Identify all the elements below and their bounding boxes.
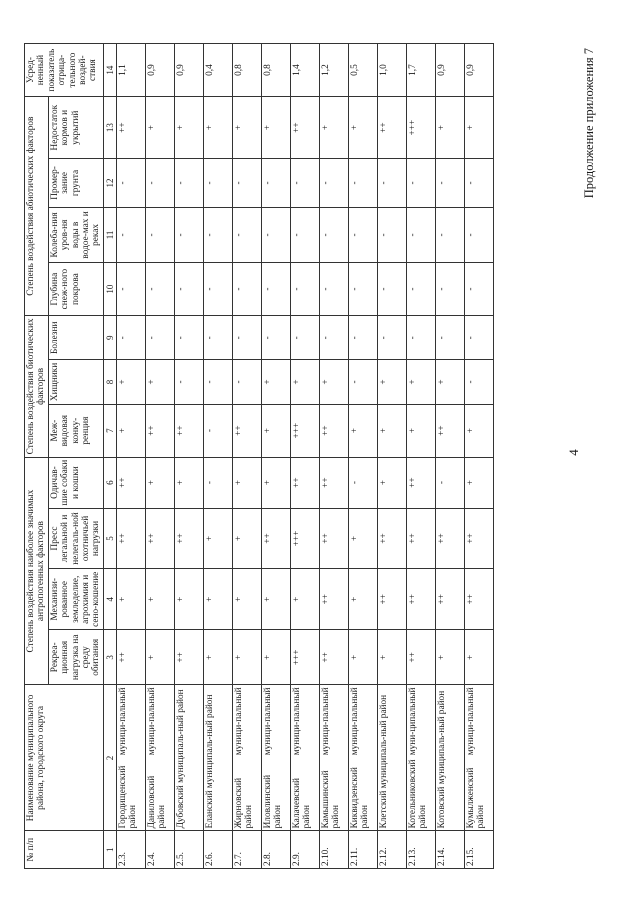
row-number: 2.7. — [232, 831, 261, 869]
impact-mark: - — [116, 207, 145, 262]
column-number-cell: 2 — [103, 685, 116, 831]
impact-mark: - — [406, 263, 435, 316]
impact-mark: ++ — [319, 404, 348, 457]
impact-mark: - — [406, 207, 435, 262]
impact-mark: + — [261, 404, 290, 457]
impact-mark: - — [348, 360, 377, 404]
impact-mark: ++ — [435, 508, 464, 569]
impact-mark: - — [464, 159, 493, 208]
impact-mark: + — [203, 508, 232, 569]
impact-mark: + — [174, 457, 203, 508]
impact-mark: + — [319, 360, 348, 404]
impact-mark: + — [203, 569, 232, 630]
district-name: Еланский муниципаль-ный район — [203, 685, 232, 831]
table-row — [261, 44, 290, 869]
average-value: 0,9 — [464, 44, 493, 97]
header-group-abiotic: Степень воздействия абиотических факторов — [25, 97, 49, 316]
average-value: 0,9 — [174, 44, 203, 97]
header-col-water-level: Колеба-ния уров-ня воды в водое-мах и реках — [48, 207, 103, 262]
header-col-hunting: Пресс легальной и нелегаль-ной охотничьей нагрузки — [48, 508, 103, 569]
impact-mark: - — [435, 457, 464, 508]
impact-mark: + — [464, 457, 493, 508]
average-value: 1,0 — [377, 44, 406, 97]
impact-mark: + — [261, 630, 290, 685]
impact-mark: - — [261, 159, 290, 208]
impact-mark: ++ — [406, 630, 435, 685]
impact-mark: ++ — [174, 630, 203, 685]
district-name: Котовский муниципаль-ный район — [435, 685, 464, 831]
column-number-cell: 12 — [103, 159, 116, 208]
column-number-cell: 9 — [103, 316, 116, 360]
impact-mark: ++ — [377, 508, 406, 569]
impact-mark: + — [435, 97, 464, 159]
impact-mark: + — [290, 569, 319, 630]
header-col-competition: Меж-видовая конку-ренция — [48, 404, 103, 457]
impact-mark: - — [232, 263, 261, 316]
impact-mark: +++ — [290, 404, 319, 457]
table-row — [464, 44, 493, 869]
impact-mark: - — [203, 263, 232, 316]
impact-mark: ++ — [145, 404, 174, 457]
impact-mark: - — [232, 316, 261, 360]
column-number-cell: 1 — [103, 831, 116, 869]
table-row — [406, 44, 435, 869]
average-value: 1,2 — [319, 44, 348, 97]
impact-mark: ++ — [232, 404, 261, 457]
impact-mark: + — [174, 97, 203, 159]
table-row — [290, 44, 319, 869]
table-row — [203, 44, 232, 869]
impact-mark: + — [377, 457, 406, 508]
row-number: 2.15. — [464, 831, 493, 869]
header-col-snow-depth: Глубина снеж-ного покрова — [48, 263, 103, 316]
impact-mark: - — [348, 159, 377, 208]
row-number: 2.8. — [261, 831, 290, 869]
impact-mark: ++ — [464, 508, 493, 569]
table-row — [435, 44, 464, 869]
header-col-recreation: Рекреа-ционная нагрузка на среду обитания — [48, 630, 103, 685]
average-value: 0,4 — [203, 44, 232, 97]
impact-mark: - — [116, 159, 145, 208]
impact-mark: - — [290, 263, 319, 316]
continuation-label: Продолжение приложения 7 — [582, 48, 596, 199]
impact-mark: + — [435, 360, 464, 404]
impact-mark: ++ — [174, 508, 203, 569]
impact-mark: + — [261, 360, 290, 404]
impact-mark: + — [348, 404, 377, 457]
impact-table — [24, 43, 494, 869]
impact-mark: ++ — [435, 404, 464, 457]
impact-mark: - — [319, 316, 348, 360]
row-number: 2.6. — [203, 831, 232, 869]
impact-mark: - — [145, 263, 174, 316]
impact-mark: - — [464, 207, 493, 262]
impact-mark: ++ — [319, 569, 348, 630]
impact-mark: - — [203, 159, 232, 208]
impact-mark: + — [464, 630, 493, 685]
header-col-predators: Хищники — [48, 360, 103, 404]
impact-mark: - — [145, 316, 174, 360]
table-body — [116, 44, 493, 869]
header-no: № п/п — [25, 831, 104, 869]
column-number-cell: 3 — [103, 630, 116, 685]
header-col-agriculture: Механизи-рованное земледелие, агрохимия и сено-кошение — [48, 569, 103, 630]
impact-mark: - — [406, 316, 435, 360]
impact-mark: - — [232, 360, 261, 404]
table-row — [174, 44, 203, 869]
impact-mark: - — [261, 263, 290, 316]
impact-mark: + — [377, 404, 406, 457]
impact-mark: + — [348, 630, 377, 685]
column-number-cell: 7 — [103, 404, 116, 457]
impact-mark: +++ — [290, 630, 319, 685]
impact-mark: - — [435, 159, 464, 208]
impact-mark: - — [377, 207, 406, 262]
column-number-cell: 6 — [103, 457, 116, 508]
impact-mark: ++ — [319, 630, 348, 685]
impact-mark: ++ — [377, 569, 406, 630]
impact-mark: +++ — [406, 97, 435, 159]
impact-mark: ++ — [116, 457, 145, 508]
impact-mark: ++ — [116, 508, 145, 569]
impact-mark: - — [348, 457, 377, 508]
impact-mark: + — [464, 404, 493, 457]
row-number: 2.13. — [406, 831, 435, 869]
impact-mark: + — [232, 569, 261, 630]
row-number: 2.12. — [377, 831, 406, 869]
district-name: Иловлинский муници-пальный район — [261, 685, 290, 831]
impact-mark: ++ — [406, 457, 435, 508]
impact-mark: - — [435, 263, 464, 316]
column-number-cell: 13 — [103, 97, 116, 159]
impact-mark: - — [290, 159, 319, 208]
average-value: 1,1 — [116, 44, 145, 97]
average-value: 0,8 — [232, 44, 261, 97]
impact-mark: ++ — [406, 508, 435, 569]
impact-mark: - — [203, 207, 232, 262]
impact-mark: - — [290, 316, 319, 360]
header-group-anthropogenic: Степень воздействия наиболее значимых антропогенных факторов — [25, 457, 49, 685]
header-group-biotic: Степень воздействия биотических факторов — [25, 316, 49, 458]
impact-mark: ++ — [290, 97, 319, 159]
header-row-groups — [25, 44, 49, 869]
impact-mark: - — [435, 316, 464, 360]
district-name: Городищенский муници-пальный район — [116, 685, 145, 831]
table-row — [348, 44, 377, 869]
impact-mark: + — [145, 360, 174, 404]
impact-mark: + — [348, 97, 377, 159]
impact-mark: + — [377, 630, 406, 685]
impact-mark: - — [174, 263, 203, 316]
table-row — [319, 44, 348, 869]
impact-mark: - — [348, 207, 377, 262]
impact-mark: - — [348, 263, 377, 316]
impact-mark: ++ — [464, 569, 493, 630]
impact-mark: + — [145, 630, 174, 685]
header-col-food-shortage: Недостаток кормов и укрытий — [48, 97, 103, 159]
impact-mark: - — [377, 316, 406, 360]
column-number-cell: 5 — [103, 508, 116, 569]
district-name: Клетский муниципаль-ный район — [377, 685, 406, 831]
impact-mark: ++ — [174, 404, 203, 457]
impact-mark: - — [145, 159, 174, 208]
column-number-cell: 4 — [103, 569, 116, 630]
impact-mark: + — [232, 457, 261, 508]
row-number: 2.4. — [145, 831, 174, 869]
impact-mark: ++ — [145, 508, 174, 569]
column-number-cell: 14 — [103, 44, 116, 97]
impact-mark: - — [174, 360, 203, 404]
impact-mark: + — [116, 569, 145, 630]
impact-mark: - — [319, 159, 348, 208]
impact-mark: - — [203, 360, 232, 404]
row-number: 2.9. — [290, 831, 319, 869]
district-name: Калачевский муници-пальный район — [290, 685, 319, 831]
impact-mark: - — [377, 263, 406, 316]
impact-mark: + — [290, 360, 319, 404]
impact-mark: + — [348, 569, 377, 630]
impact-mark: + — [232, 630, 261, 685]
impact-mark: ++ — [319, 508, 348, 569]
table-row — [145, 44, 174, 869]
impact-mark: - — [232, 159, 261, 208]
impact-mark: + — [116, 360, 145, 404]
impact-mark: + — [232, 97, 261, 159]
impact-mark: ++ — [435, 569, 464, 630]
header-integral: Усред-ненный показатель отрица-тельного воздей-ствия — [25, 44, 104, 97]
row-number: 2.3. — [116, 831, 145, 869]
impact-mark: + — [174, 569, 203, 630]
impact-mark: - — [435, 207, 464, 262]
impact-mark: - — [174, 159, 203, 208]
impact-mark: ++ — [261, 508, 290, 569]
impact-mark: ++ — [290, 457, 319, 508]
impact-mark: + — [203, 630, 232, 685]
header-name: Наименование муниципального района, городского округа — [25, 685, 104, 831]
impact-mark: - — [116, 316, 145, 360]
impact-mark: + — [145, 97, 174, 159]
impact-mark: ++ — [116, 97, 145, 159]
district-name: Дубовский муниципаль-ный район — [174, 685, 203, 831]
impact-mark: + — [348, 508, 377, 569]
impact-mark: ++ — [377, 97, 406, 159]
impact-mark: - — [203, 404, 232, 457]
impact-mark: - — [261, 207, 290, 262]
impact-mark: + — [406, 360, 435, 404]
impact-mark: - — [261, 316, 290, 360]
column-number-cell: 10 — [103, 263, 116, 316]
impact-mark: + — [145, 457, 174, 508]
impact-mark: + — [145, 569, 174, 630]
average-value: 0,8 — [261, 44, 290, 97]
district-name: Киквидзенский муници-пальный район — [348, 685, 377, 831]
impact-mark: + — [116, 404, 145, 457]
impact-mark: - — [203, 316, 232, 360]
table-row — [116, 44, 145, 869]
district-name: Даниловский муници-пальный район — [145, 685, 174, 831]
district-name: Камышинский муници-пальный район — [319, 685, 348, 831]
column-number-cell: 8 — [103, 360, 116, 404]
impact-mark: + — [261, 97, 290, 159]
row-number: 2.5. — [174, 831, 203, 869]
header-col-soil-freezing: Промер-зание грунта — [48, 159, 103, 208]
impact-mark: - — [290, 207, 319, 262]
impact-mark: + — [377, 360, 406, 404]
impact-mark: - — [232, 207, 261, 262]
impact-mark: - — [464, 360, 493, 404]
impact-mark: +++ — [290, 508, 319, 569]
impact-mark: + — [203, 97, 232, 159]
header-col-feral-animals: Одичав-шие собаки и кошки — [48, 457, 103, 508]
impact-mark: + — [261, 569, 290, 630]
impact-mark: - — [377, 159, 406, 208]
impact-mark: - — [406, 159, 435, 208]
average-value: 0,5 — [348, 44, 377, 97]
row-number: 2.11. — [348, 831, 377, 869]
average-value: 0,9 — [435, 44, 464, 97]
impact-mark: - — [319, 207, 348, 262]
impact-mark: - — [145, 207, 174, 262]
impact-mark: ++ — [116, 630, 145, 685]
impact-mark: + — [435, 630, 464, 685]
table-row — [232, 44, 261, 869]
average-value: 1,7 — [406, 44, 435, 97]
district-name: Жирновский муници-пальный район — [232, 685, 261, 831]
impact-mark: - — [464, 316, 493, 360]
impact-mark: + — [319, 97, 348, 159]
page-number: 4 — [566, 449, 581, 456]
header-col-diseases: Болезни — [48, 316, 103, 360]
impact-mark: + — [464, 97, 493, 159]
impact-mark: + — [232, 508, 261, 569]
impact-mark: - — [464, 263, 493, 316]
table-row — [377, 44, 406, 869]
impact-mark: + — [261, 457, 290, 508]
district-name: Котельниковский муни-ципальный район — [406, 685, 435, 831]
impact-mark: - — [203, 457, 232, 508]
district-name: Кумылженский муници-пальный район — [464, 685, 493, 831]
average-value: 1,4 — [290, 44, 319, 97]
impact-mark: ++ — [319, 457, 348, 508]
column-number-cell: 11 — [103, 207, 116, 262]
impact-mark: - — [348, 316, 377, 360]
impact-mark: - — [174, 207, 203, 262]
column-numbers-row — [103, 44, 116, 869]
impact-mark: + — [406, 404, 435, 457]
row-number: 2.14. — [435, 831, 464, 869]
average-value: 0,9 — [145, 44, 174, 97]
impact-mark: - — [174, 316, 203, 360]
row-number: 2.10. — [319, 831, 348, 869]
impact-mark: ++ — [406, 569, 435, 630]
impact-mark: - — [116, 263, 145, 316]
impact-mark: - — [319, 263, 348, 316]
